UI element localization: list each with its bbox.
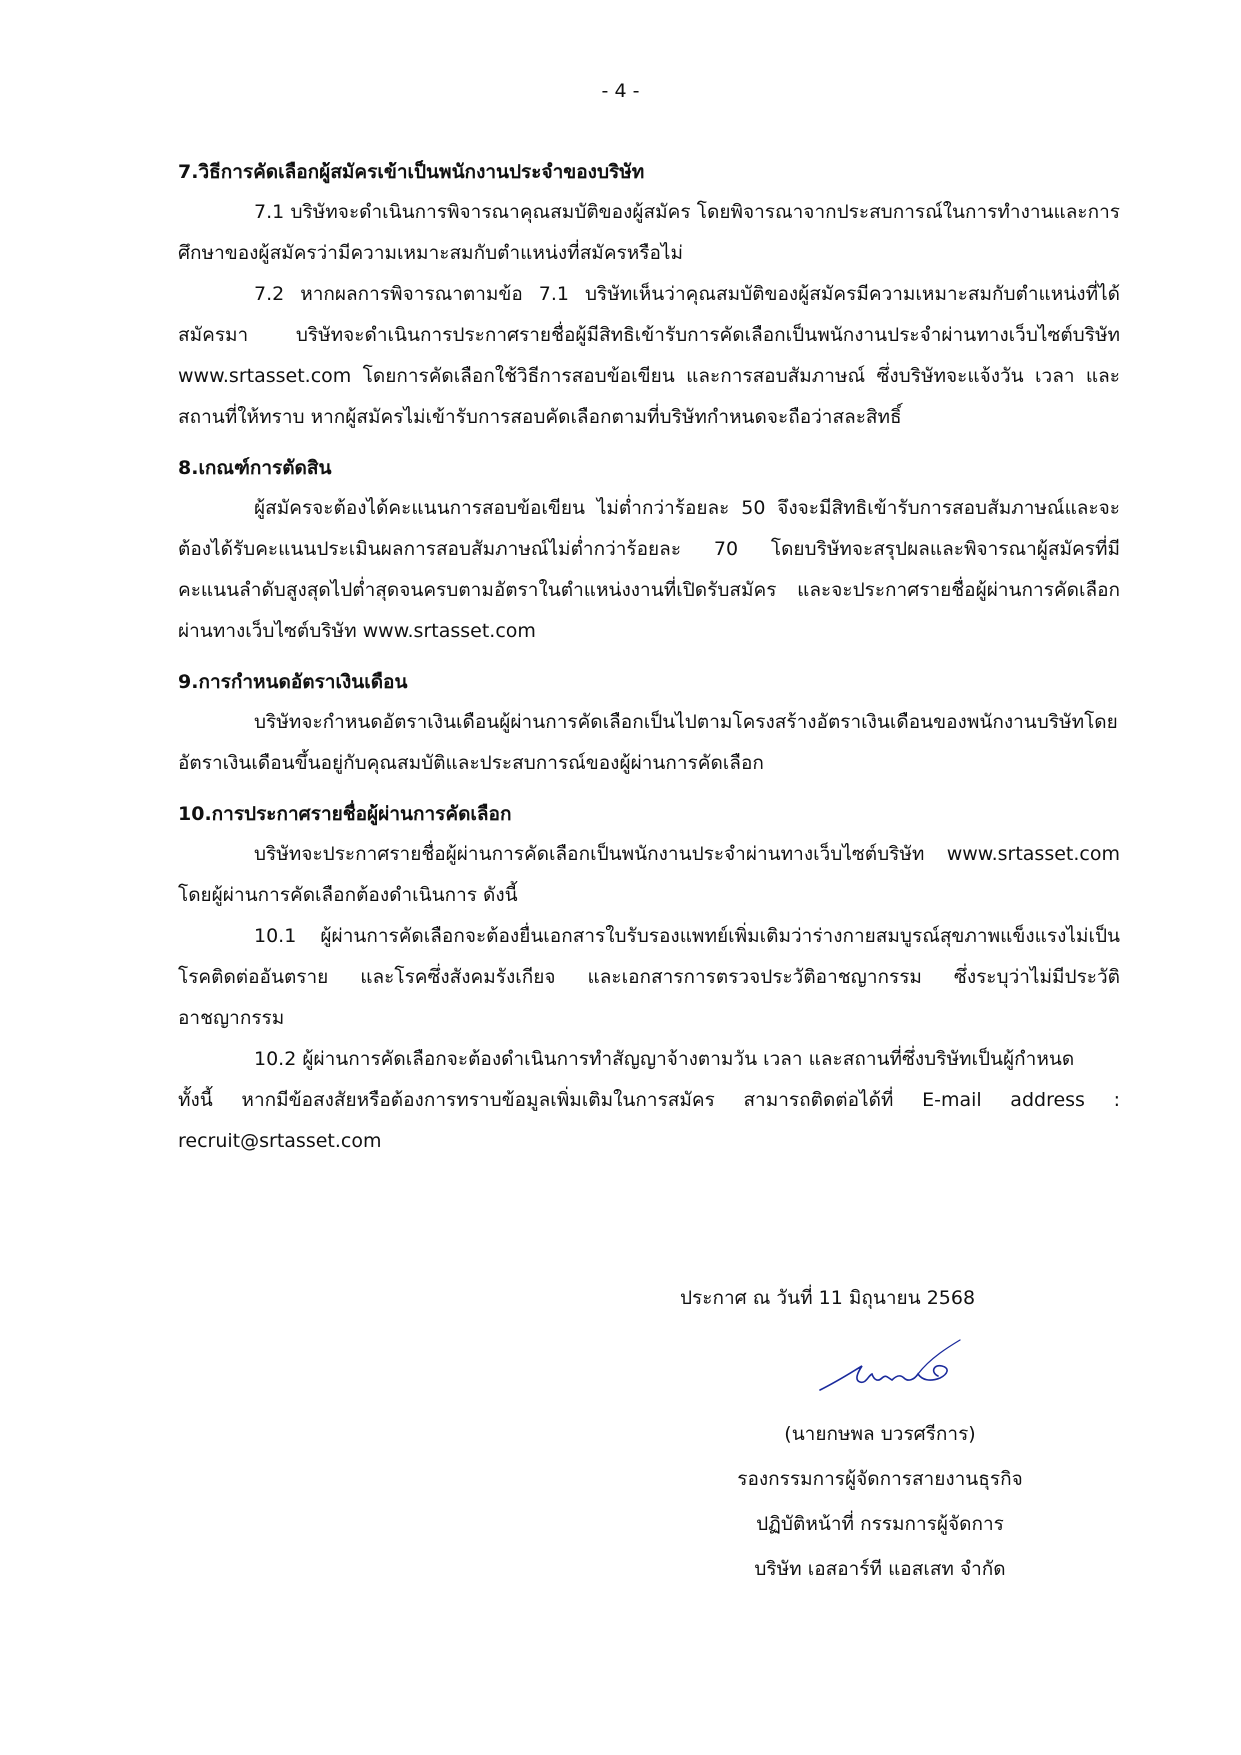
document-body [178, 152, 1120, 1162]
section-9-paragraph: บริษัทจะกำหนดอัตราเงินเดือนผู้ผ่านการคัดเลือกเป็นไปตามโครงสร้างอัตราเงินเดือนของพนักงานบริษัทโดยอัตราเงินเดือนขึ้นอยู่กับคุณสมบัติและประสบการณ์ของผู้ผ่านการคัดเลือก [178, 711, 1118, 774]
signer-acting-position: ปฏิบัติหน้าที่ กรรมการผู้จัดการ [756, 1513, 1004, 1535]
signer-name: (นายกษพล บวรศรีการ) [784, 1423, 976, 1445]
signer-position: รองกรรมการผู้จัดการสายงานธุรกิจ [737, 1468, 1023, 1490]
section-10-intro-paragraph: บริษัทจะประกาศรายชื่อผู้ผ่านการคัดเลือกเป็นพนักงานประจำผ่านทางเว็บไซต์บริษัท www.srtasset.com โดยผู้ผ่านการคัดเลือกต้องดำเนินการ ดังนี้ [178, 843, 1120, 906]
section-10-1-paragraph: 10.1 ผู้ผ่านการคัดเลือกจะต้องยื่นเอกสารใบรับรองแพทย์เพิ่มเติมว่าร่างกายสมบูรณ์สุขภาพแข็งแรงไม่เป็นโรคติดต่ออันตราย และโรคซึ่งสังคมรังเกียจ และเอกสารการตรวจประวัติอาชญากรรม ซึ่งระบุว่าไม่มีประวัติอาชญากรรม [178, 925, 1120, 1029]
section-9-heading: 9.การกำหนดอัตราเงินเดือน [178, 671, 408, 693]
section-8-heading: 8.เกณฑ์การตัดสิน [178, 457, 332, 479]
signature-block [660, 1278, 1100, 1592]
announcement-date: ประกาศ ณ วันที่ 11 มิถุนายน 2568 [680, 1287, 976, 1309]
contact-paragraph: ทั้งนี้ หากมีข้อสงสัยหรือต้องการทราบข้อมูลเพิ่มเติมในการสมัคร สามารถติดต่อได้ที่ E-mail address : recruit@srtasset.com [178, 1089, 1120, 1152]
handwritten-signature [810, 1328, 1010, 1408]
section-7-2-paragraph: 7.2 หากผลการพิจารณาตามข้อ 7.1 บริษัทเห็นว่าคุณสมบัติของผู้สมัครมีความเหมาะสมกับตำแหน่งที่ได้สมัครมา บริษัทจะดำเนินการประกาศรายชื่อผู้มีสิทธิเข้ารับการคัดเลือกเป็นพนักงานประจำผ่านทางเว็บไซต์บริษัท www.srtasset.com โดยการคัดเลือกใช้วิธีการสอบข้อเขียน และการสอบสัมภาษณ์ ซึ่งบริษัทจะแจ้งวัน เวลา และสถานที่ให้ทราบ หากผู้สมัครไม่เข้ารับการสอบคัดเลือกตามที่บริษัทกำหนดจะถือว่าสละสิทธิ์ [178, 283, 1120, 428]
page-number: - 4 - [601, 80, 640, 102]
section-10-heading: 10.การประกาศรายชื่อผู้ผ่านการคัดเลือก [178, 803, 512, 825]
section-8-paragraph: ผู้สมัครจะต้องได้คะแนนการสอบข้อเขียน ไม่ต่ำกว่าร้อยละ 50 จึงจะมีสิทธิเข้ารับการสอบสัมภาษณ์และจะต้องได้รับคะแนนประเมินผลการสอบสัมภาษณ์ไม่ต่ำกว่าร้อยละ 70 โดยบริษัทจะสรุปผลและพิจารณาผู้สมัครที่มีคะแนนลำดับสูงสุดไปต่ำสุดจนครบตามอัตราในตำแหน่งงานที่เปิดรับสมัคร และจะประกาศรายชื่อผู้ผ่านการคัดเลือกผ่านทางเว็บไซต์บริษัท www.srtasset.com [178, 497, 1120, 642]
section-7-1-paragraph: 7.1 บริษัทจะดำเนินการพิจารณาคุณสมบัติของผู้สมัคร โดยพิจารณาจากประสบการณ์ในการทำงานและการศึกษาของผู้สมัครว่ามีความเหมาะสมกับตำแหน่งที่สมัครหรือไม่ [178, 201, 1120, 264]
section-10-2-paragraph: 10.2 ผู้ผ่านการคัดเลือกจะต้องดำเนินการทำสัญญาจ้างตามวัน เวลา และสถานที่ซึ่งบริษัทเป็นผู้กำหนด [254, 1048, 1075, 1070]
signer-company: บริษัท เอสอาร์ที แอสเสท จำกัด [754, 1558, 1006, 1580]
section-7-heading: 7.วิธีการคัดเลือกผู้สมัครเข้าเป็นพนักงานประจำของบริษัท [178, 161, 645, 183]
